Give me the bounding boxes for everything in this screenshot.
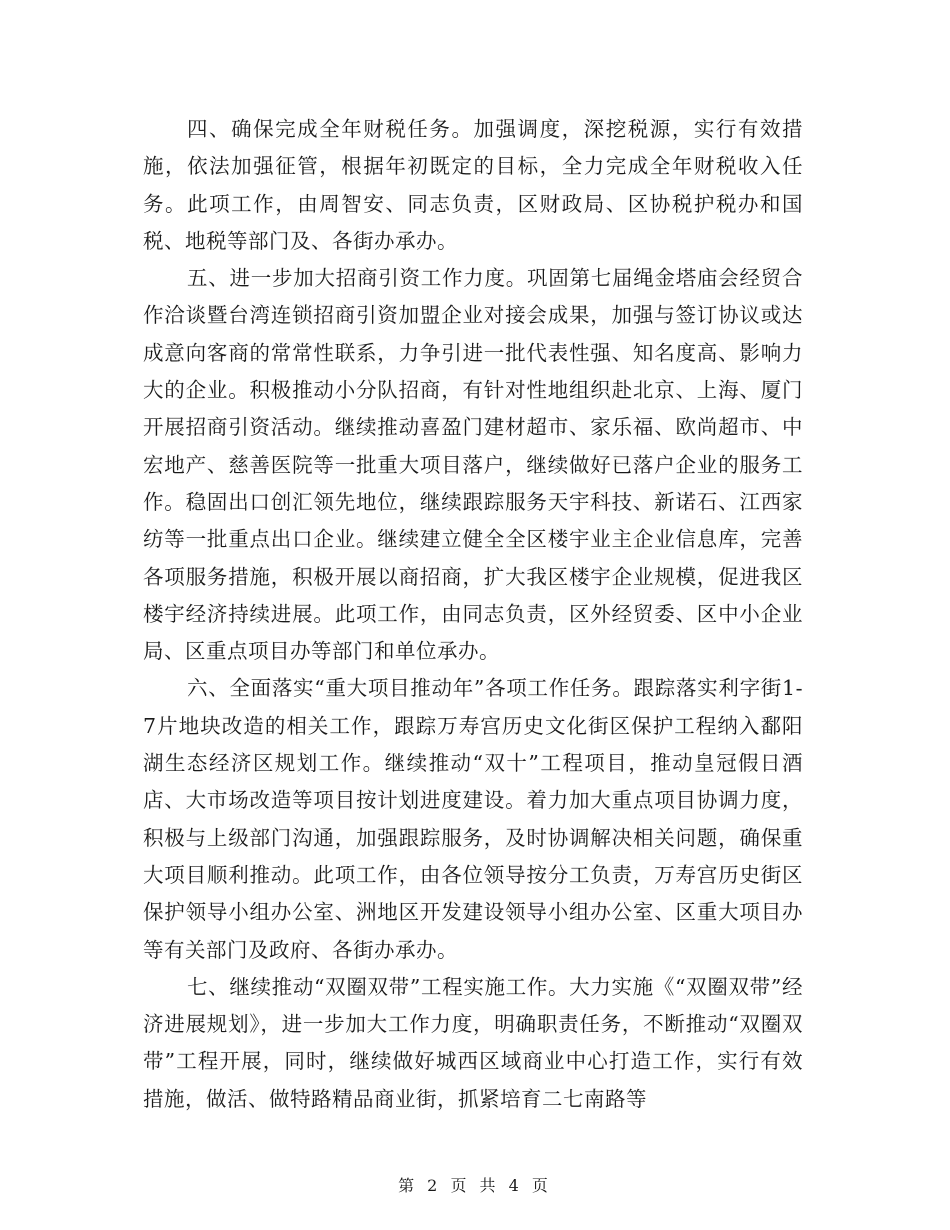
paragraph-section-5: 五、进一步加大招商引资工作力度。巩固第七届绳金塔庙会经贸合作洽谈暨台湾连锁招商引资加盟企业对接会成果，加强与签订协议或达成意向客商的常常性联系，力争引进一批代表性强、知名度高、影响力大的企业。积极推动小分队招商，有针对性地组织赴北京、上海、厦门开展招商引资活动。继续推动喜盈门建材超市、家乐福、欧尚超市、中宏地产、慈善医院等一批重大项目落户，继续做好已落户企业的服务工作。稳固出口创汇领先地位，继续跟踪服务天宇科技、新诺石、江西家纺等一批重点出口企业。继续建立健全全区楼宇业主企业信息库，完善各项服务措施，积极开展以商招商，扩大我区楼宇企业规模，促进我区楼宇经济持续进展。此项工作，由同志负责，区外经贸委、区中小企业局、区重点项目办等部门和单位承办。 xyxy=(143,266,803,664)
paragraph-section-4: 四、确保完成全年财税任务。加强调度，深挖税源，实行有效措施，依法加强征管，根据年初既定的目标，全力完成全年财税收入任务。此项工作，由周智安、同志负责，区财政局、区协税护税办和国税、地税等部门及、各街办承办。 xyxy=(143,117,803,253)
paragraph-section-6: 六、全面落实“重大项目推动年”各项工作任务。跟踪落实利字街1-7片地块改造的相关工作，跟踪万寿宫历史文化街区保护工程纳入鄱阳湖生态经济区规划工作。继续推动“双十”工程项目，推动皇冠假日酒店、大市场改造等项目按计划进度建设。着力加大重点项目协调力度，积极与上级部门沟通，加强跟踪服务，及时协调解决相关问题，确保重大项目顺利推动。此项工作，由各位领导按分工负责，万寿宫历史街区保护领导小组办公室、洲地区开发建设领导小组办公室、区重大项目办等有关部门及政府、各街办承办。 xyxy=(143,676,803,962)
document-body xyxy=(143,111,803,1118)
paragraph-section-7: 七、继续推动“双圈双带”工程实施工作。大力实施《“双圈双带”经济进展规划》，进一步加大工作力度，明确职责任务，不断推动“双圈双带”工程开展，同时，继续做好城西区域商业中心打造工作，实行有效措施，做活、做特路精品商业街，抓紧培育二七南路等 xyxy=(143,974,803,1111)
page-number-footer: 第 2 页 共 4 页 xyxy=(398,1176,552,1195)
